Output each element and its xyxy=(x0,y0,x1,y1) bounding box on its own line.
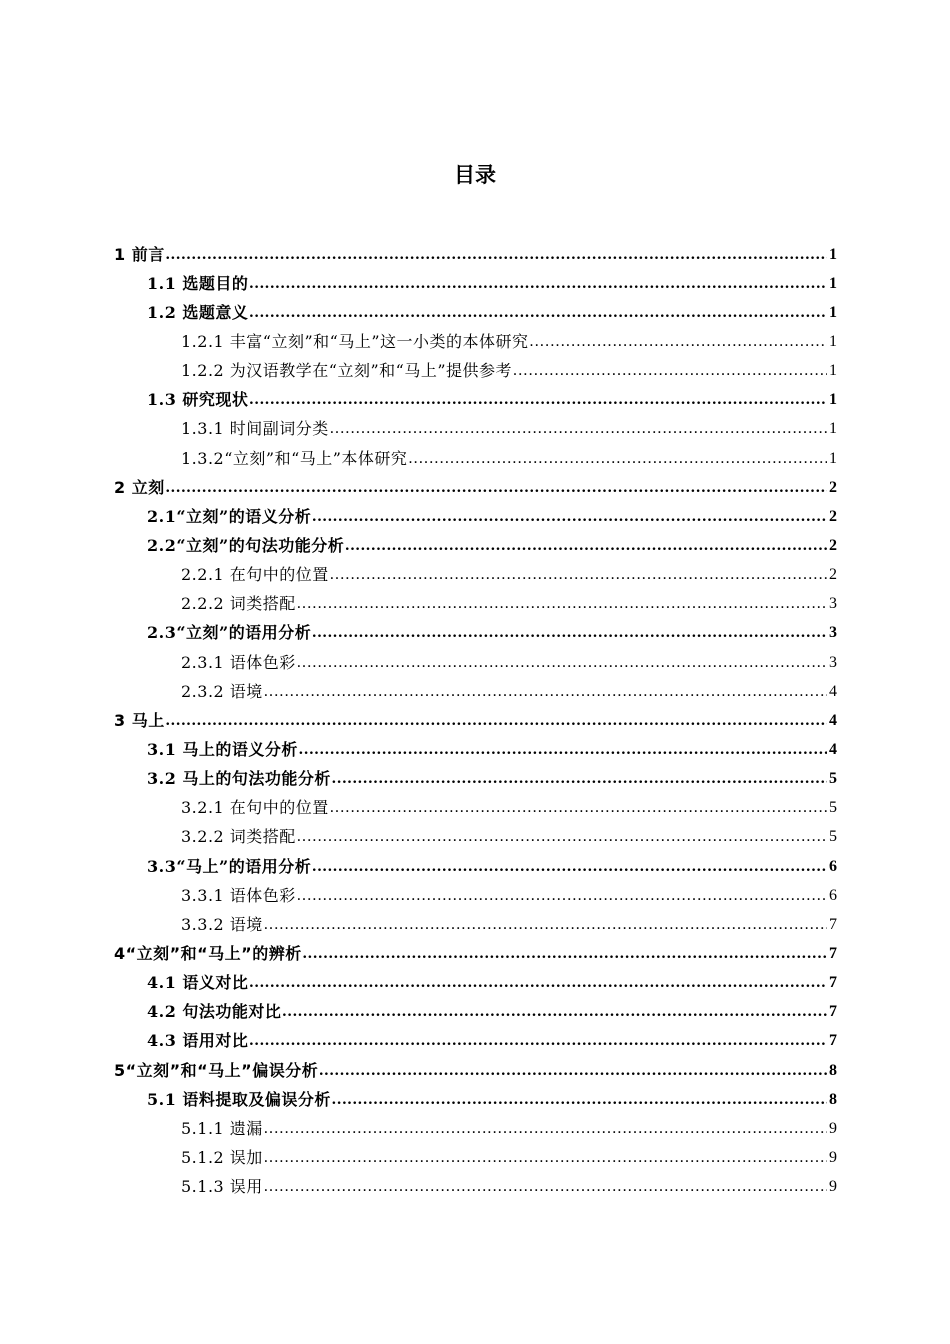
toc-dot-leader xyxy=(249,1031,827,1051)
toc-page-number: 1 xyxy=(829,332,837,350)
toc-entry[interactable] xyxy=(0,269,950,298)
toc-dot-leader xyxy=(249,303,827,323)
toc-list xyxy=(0,240,950,1202)
toc-entry-title: 2.3.1 语体色彩 xyxy=(181,652,296,672)
toc-entry-title: 3.2 马上的句法功能分析 xyxy=(147,769,331,789)
toc-entry-title: 5.1 语料提取及偏误分析 xyxy=(147,1089,331,1109)
toc-dot-leader xyxy=(408,449,827,469)
toc-dot-leader xyxy=(312,857,827,877)
toc-entry-title: 3.1 马上的语义分析 xyxy=(147,739,298,759)
toc-page-number: 2 xyxy=(829,536,837,554)
toc-dot-leader xyxy=(303,944,827,964)
toc-page-number: 3 xyxy=(829,624,837,642)
toc-entry[interactable] xyxy=(0,590,950,619)
toc-entry[interactable] xyxy=(0,1173,950,1202)
toc-entry-title: 1.2.1 丰富“立刻”和“马上”这一小类的本体研究 xyxy=(181,331,529,351)
toc-entry-title: 1.2.2 为汉语教学在“立刻”和“马上”提供参考 xyxy=(181,361,513,381)
toc-entry[interactable] xyxy=(0,327,950,356)
toc-entry[interactable] xyxy=(0,444,950,473)
toc-entry[interactable] xyxy=(0,531,950,560)
toc-entry-title: 1.3 研究现状 xyxy=(147,390,249,410)
toc-page-number: 2 xyxy=(829,478,837,496)
toc-entry-title: 2.2“立刻”的句法功能分析 xyxy=(147,535,345,555)
toc-entry[interactable] xyxy=(0,910,950,939)
toc-dot-leader xyxy=(264,915,827,935)
toc-entry[interactable] xyxy=(0,1114,950,1143)
toc-page-number: 5 xyxy=(829,799,837,817)
toc-entry-title: 2.1“立刻”的语义分析 xyxy=(147,506,312,526)
toc-entry-title: 4“立刻”和“马上”的辨析 xyxy=(114,943,302,963)
toc-entry[interactable] xyxy=(0,735,950,764)
toc-page-number: 3 xyxy=(829,653,837,671)
toc-page-number: 3 xyxy=(829,595,837,613)
toc-entry-title: 1.1 选题目的 xyxy=(147,273,249,293)
toc-entry[interactable] xyxy=(0,415,950,444)
toc-page-number: 9 xyxy=(829,1148,837,1166)
toc-page-number: 8 xyxy=(829,1061,837,1079)
toc-dot-leader xyxy=(513,361,827,381)
toc-dot-leader xyxy=(312,623,827,643)
toc-dot-leader xyxy=(264,682,827,702)
toc-entry-title: 3.2.2 词类搭配 xyxy=(181,827,296,847)
toc-dot-leader xyxy=(264,1148,827,1168)
toc-entry-title: 5“立刻”和“马上”偏误分析 xyxy=(114,1060,319,1080)
toc-dot-leader xyxy=(312,507,827,527)
toc-page-number: 8 xyxy=(829,1090,837,1108)
toc-dot-leader xyxy=(249,274,827,294)
toc-entry-title: 5.1.1 遗漏 xyxy=(181,1118,263,1138)
toc-entry-title: 2 立刻 xyxy=(114,477,165,497)
toc-entry-title: 1.2 选题意义 xyxy=(147,302,249,322)
toc-dot-leader xyxy=(297,886,827,906)
toc-dot-leader xyxy=(297,827,827,847)
toc-page-number: 1 xyxy=(829,245,837,263)
toc-dot-leader xyxy=(330,798,827,818)
toc-page-number: 7 xyxy=(829,944,837,962)
toc-entry[interactable] xyxy=(0,1085,950,1114)
toc-entry[interactable] xyxy=(0,998,950,1027)
toc-title: 目录 xyxy=(454,163,496,187)
toc-page-number: 9 xyxy=(829,1119,837,1137)
toc-entry[interactable] xyxy=(0,1027,950,1056)
toc-entry[interactable] xyxy=(0,852,950,881)
toc-dot-leader xyxy=(297,594,827,614)
toc-entry-title: 3.3.1 语体色彩 xyxy=(181,885,296,905)
toc-page-number: 1 xyxy=(829,391,837,409)
toc-page-number: 4 xyxy=(829,711,837,729)
toc-dot-leader xyxy=(282,1002,827,1022)
toc-entry-title: 5.1.3 误用 xyxy=(181,1177,263,1197)
toc-page-number: 1 xyxy=(829,449,837,467)
toc-page-number: 4 xyxy=(829,682,837,700)
toc-entry[interactable] xyxy=(0,1056,950,1085)
toc-entry[interactable] xyxy=(0,648,950,677)
toc-entry[interactable] xyxy=(0,765,950,794)
toc-dot-leader xyxy=(332,1090,827,1110)
toc-page-number: 7 xyxy=(829,1032,837,1050)
toc-entry-title: 4.1 语义对比 xyxy=(147,973,249,993)
toc-entry[interactable] xyxy=(0,939,950,968)
toc-page-number: 1 xyxy=(829,420,837,438)
toc-page-number: 5 xyxy=(829,828,837,846)
toc-page-number: 6 xyxy=(829,886,837,904)
toc-page-number: 2 xyxy=(829,566,837,584)
toc-dot-leader xyxy=(319,1061,827,1081)
toc-dot-leader xyxy=(299,740,827,760)
toc-entry-title: 4.2 句法功能对比 xyxy=(147,1002,282,1022)
toc-dot-leader xyxy=(249,390,827,410)
toc-entry[interactable] xyxy=(0,473,950,502)
toc-page-number: 7 xyxy=(829,1003,837,1021)
toc-entry[interactable] xyxy=(0,794,950,823)
toc-entry[interactable] xyxy=(0,823,950,852)
toc-entry-title: 3.2.1 在句中的位置 xyxy=(181,798,329,818)
toc-entry-title: 3.3“马上”的语用分析 xyxy=(147,856,312,876)
toc-entry[interactable] xyxy=(0,386,950,415)
toc-page-number: 2 xyxy=(829,507,837,525)
toc-dot-leader xyxy=(166,245,827,265)
toc-entry-title: 1 前言 xyxy=(114,244,165,264)
toc-dot-leader xyxy=(166,711,827,731)
toc-dot-leader xyxy=(264,1177,827,1197)
toc-page-number: 1 xyxy=(829,303,837,321)
toc-dot-leader xyxy=(530,332,827,352)
toc-entry-title: 2.3“立刻”的语用分析 xyxy=(147,623,312,643)
toc-entry[interactable] xyxy=(0,1143,950,1172)
toc-entry-title: 3 马上 xyxy=(114,710,165,730)
toc-dot-leader xyxy=(330,419,827,439)
toc-entry[interactable] xyxy=(0,706,950,735)
toc-entry[interactable] xyxy=(0,677,950,706)
toc-page-number: 1 xyxy=(829,274,837,292)
toc-page-number: 5 xyxy=(829,770,837,788)
toc-entry[interactable] xyxy=(0,881,950,910)
toc-entry[interactable] xyxy=(0,357,950,386)
toc-dot-leader xyxy=(297,653,827,673)
toc-entry-title: 1.3.1 时间副词分类 xyxy=(181,419,329,439)
toc-entry-title: 2.2.1 在句中的位置 xyxy=(181,565,329,585)
toc-page-number: 4 xyxy=(829,740,837,758)
toc-entry[interactable] xyxy=(0,619,950,648)
toc-page-number: 6 xyxy=(829,857,837,875)
toc-dot-leader xyxy=(332,769,827,789)
toc-dot-leader xyxy=(330,565,827,585)
toc-entry[interactable] xyxy=(0,502,950,531)
toc-entry-title: 2.3.2 语境 xyxy=(181,681,263,701)
toc-entry-title: 2.2.2 词类搭配 xyxy=(181,594,296,614)
toc-page-number: 7 xyxy=(829,915,837,933)
toc-entry[interactable] xyxy=(0,240,950,269)
toc-dot-leader xyxy=(345,536,827,556)
toc-dot-leader xyxy=(166,478,827,498)
toc-page-number: 9 xyxy=(829,1178,837,1196)
toc-entry-title: 1.3.2“立刻”和“马上”本体研究 xyxy=(181,448,408,468)
toc-entry[interactable] xyxy=(0,298,950,327)
toc-dot-leader xyxy=(249,973,827,993)
toc-entry-title: 5.1.2 误加 xyxy=(181,1147,263,1167)
toc-dot-leader xyxy=(264,1119,827,1139)
toc-entry[interactable] xyxy=(0,969,950,998)
toc-entry-title: 3.3.2 语境 xyxy=(181,914,263,934)
toc-entry-title: 4.3 语用对比 xyxy=(147,1031,249,1051)
toc-entry[interactable] xyxy=(0,561,950,590)
toc-page-number: 1 xyxy=(829,362,837,380)
toc-page-number: 7 xyxy=(829,974,837,992)
